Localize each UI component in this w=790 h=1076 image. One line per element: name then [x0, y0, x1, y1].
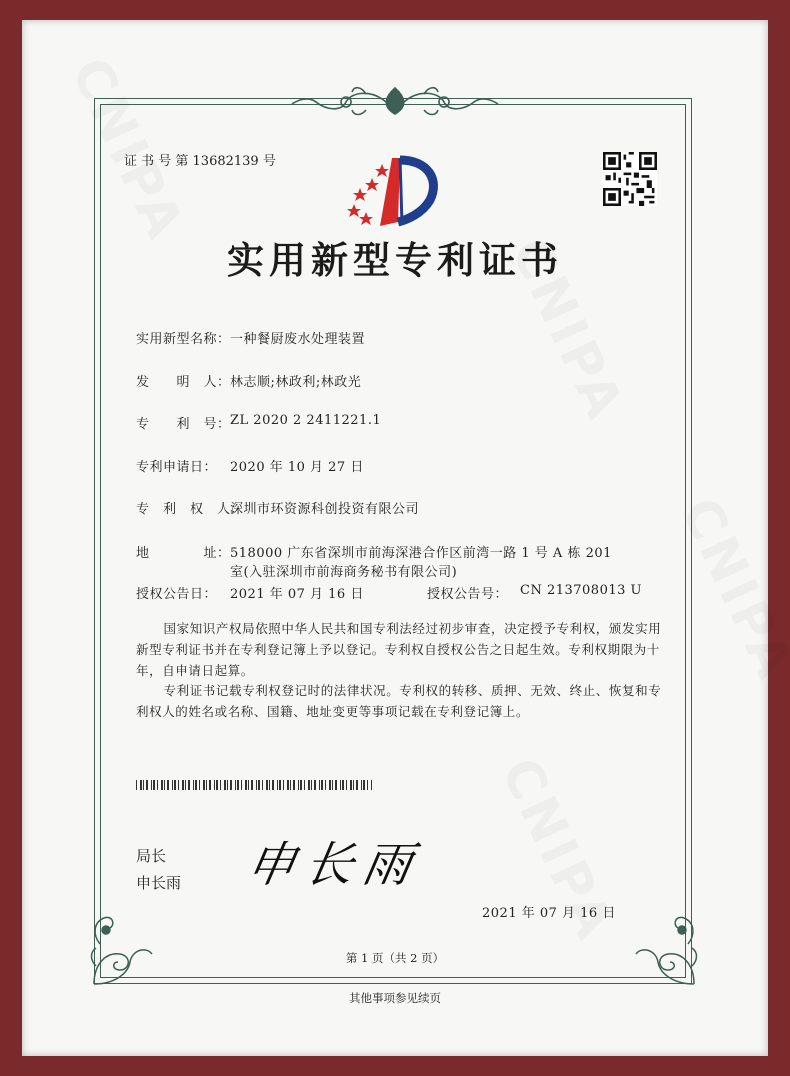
- grant-number-value: CN 213708013 U: [520, 583, 642, 598]
- corner-ornament-left: [86, 904, 156, 988]
- barcode-strip: [136, 780, 372, 790]
- address-line-2: 室(入驻深圳市前海商务秘书有限公司): [230, 565, 458, 580]
- grant-number-label: 授权公告号：: [427, 587, 509, 602]
- address-line-1: 518000 广东省深圳市前海深港合作区前湾一路 1 号 A 栋 201: [230, 546, 612, 561]
- grant-statement-paragraph: 国家知识产权局依照中华人民共和国专利法经过初步审查，决定授予专利权，颁发实用新型专利证书并在专利登记簿上予以登记。专利权自授权公告之日起生效。专利权期限为十年，自申请日起算。: [136, 621, 662, 678]
- certificate-title: 实用新型专利证书: [227, 238, 563, 282]
- cnipa-logo-icon: [340, 150, 444, 230]
- top-ornament: [286, 84, 504, 118]
- legal-status-paragraph: 专利证书记载专利权登记时的法律状况。专利权的转移、质押、无效、终止、恢复和专利权人的姓名或名称、国籍、地址变更等事项记载在专利登记簿上。: [136, 683, 662, 719]
- certificate-number: 证 书 号 第 13682139 号: [124, 154, 276, 169]
- utility-model-name-label: 实用新型名称：: [136, 332, 231, 347]
- handwritten-signature: 申长雨: [242, 837, 427, 893]
- filing-date-label: 专利申请日：: [136, 460, 218, 475]
- patentee-value: 深圳市环资源科创投资有限公司: [230, 502, 420, 517]
- corner-ornament-right: [632, 904, 702, 988]
- grant-date-value: 2021 年 07 月 16 日: [230, 587, 364, 602]
- signatory-name: 申长雨: [136, 874, 182, 892]
- patent-number-label: 专 利 号：: [136, 417, 231, 432]
- grant-date-label: 授权公告日：: [136, 587, 218, 602]
- issue-date: 2021 年 07 月 16 日: [482, 906, 616, 921]
- inventor-label: 发 明 人：: [136, 375, 231, 390]
- utility-model-name-value: 一种餐厨废水处理装置: [230, 332, 366, 347]
- patent-number-value: ZL 2020 2 2411221.1: [230, 413, 382, 428]
- footer-note: 其他事项参见续页: [349, 991, 441, 1005]
- inventor-value: 林志顺;林政利;林政光: [230, 375, 362, 390]
- qr-code-icon: [603, 152, 657, 206]
- address-label: 地 址：: [136, 546, 231, 561]
- page-info: 第 1 页（共 2 页）: [345, 951, 445, 965]
- filing-date-value: 2020 年 10 月 27 日: [230, 460, 364, 475]
- patentee-label: 专 利 权 人：: [136, 502, 245, 517]
- signatory-title: 局长: [136, 847, 167, 865]
